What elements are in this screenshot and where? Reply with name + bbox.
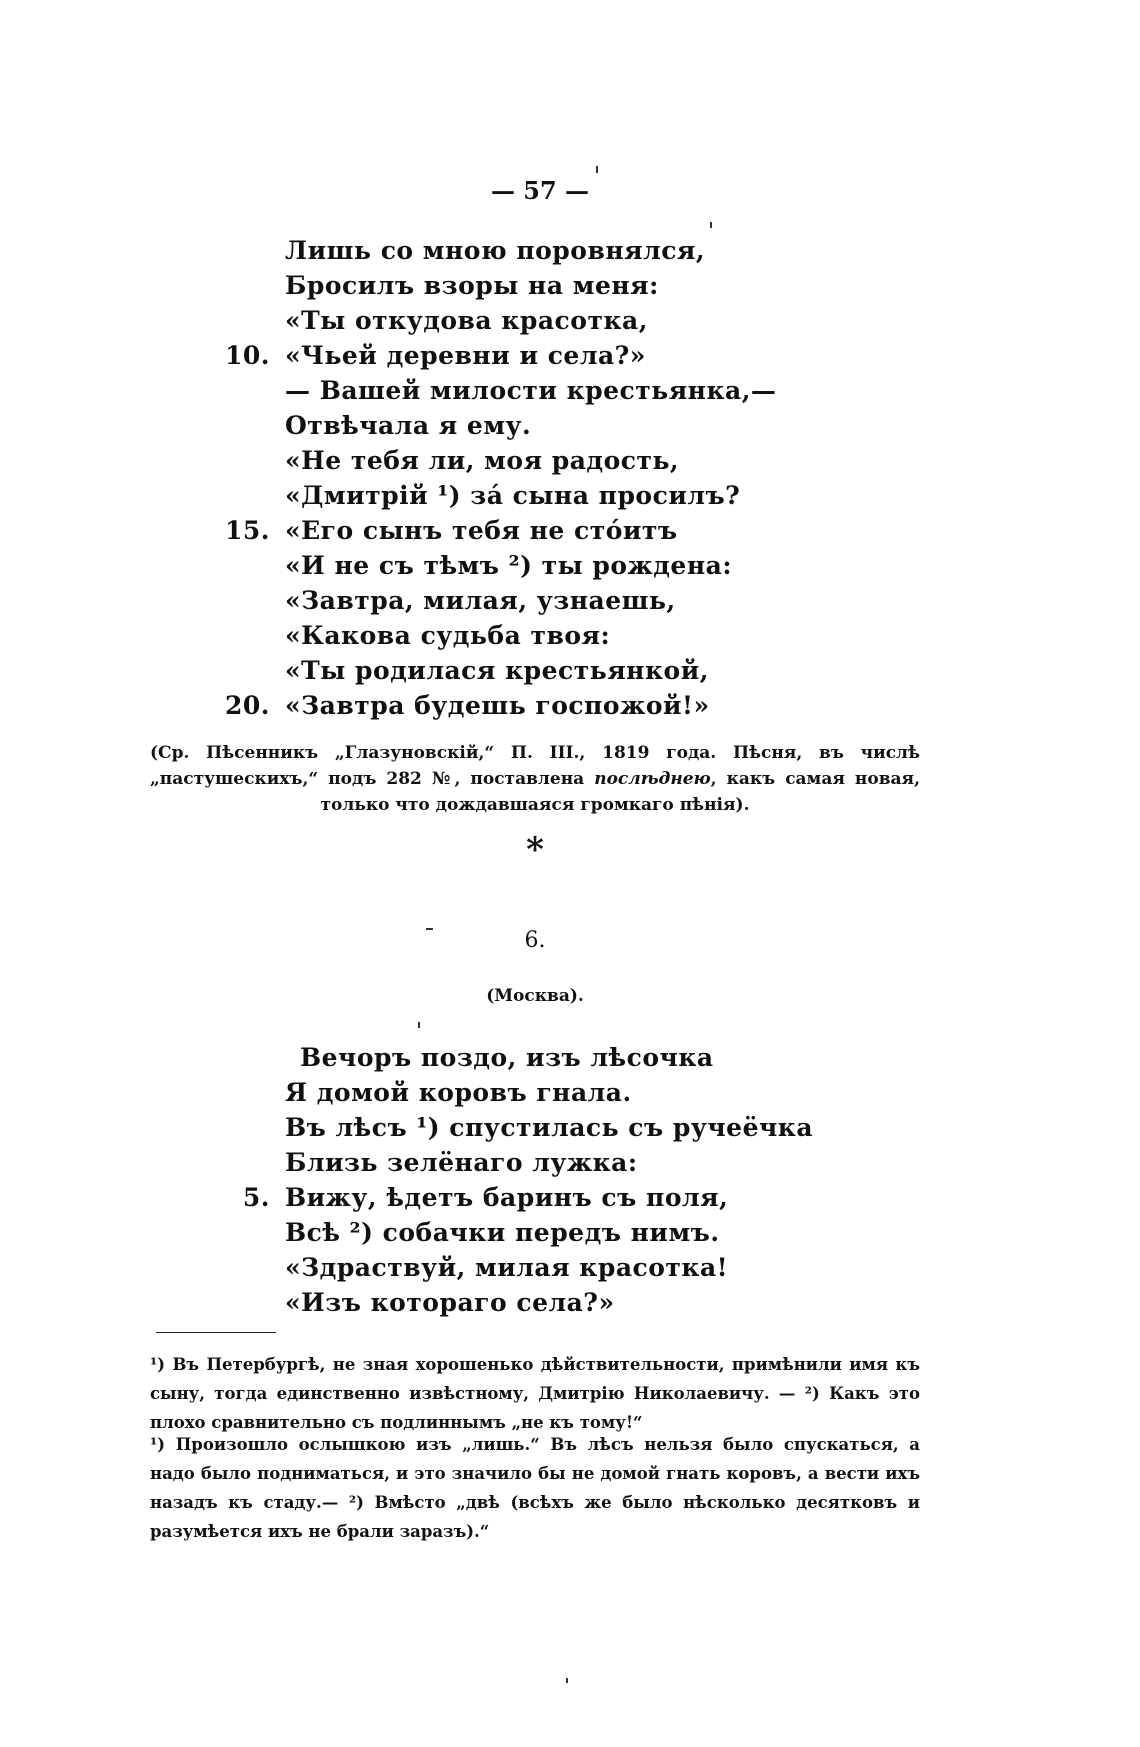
scan-speck [710,222,712,228]
line-text: Въ лѣсъ ¹) спустилась съ ручеёчка [285,1113,814,1142]
verse-line [0,236,1140,270]
verse-line [0,656,1140,690]
verse-line [0,1078,1140,1112]
line-text: Отвѣчала я ему. [285,411,532,440]
line-text: «Не тебя ли, моя радость, [285,446,680,475]
verse-line [0,271,1140,305]
verse-line [0,516,1140,550]
page-number: — 57 — [490,176,590,205]
verse-line [0,481,1140,515]
line-text: «Дмитрій ¹) зá сына просилъ? [285,481,741,510]
line-text: — Вашей милости крестьянка,— [285,376,777,405]
source-note-emphasis: послѣднею [594,769,711,789]
scan-speck [426,928,433,930]
line-text: «Его сынъ тебя не стóитъ [285,516,678,545]
line-text: Я домой коровъ гнала. [285,1078,632,1107]
line-text: Вечоръ поздо, изъ лѣсочка [300,1043,714,1072]
line-number: 20. [225,691,270,720]
footnote-1 [150,1350,920,1437]
line-text: «Ты родилася крестьянкой, [285,656,709,685]
verse-line [0,411,1140,445]
source-note [150,740,920,818]
verse-line [0,1043,1140,1077]
verse-line [0,1288,1140,1322]
line-text: «Изъ котораго села?» [285,1288,615,1317]
footnote-text: Произошло ослышкою изъ „лишь.“ Въ лѣсъ нельзя было спускаться, а надо было подниматься, и это значило бы не домой гнать коровъ, а вести ихъ назадъ къ стаду.— ²) Вмѣсто „двѣ (всѣхъ же было нѣсколько десятковъ и разумѣется ихъ не брали заразъ).“ [150,1435,920,1541]
line-text: «Завтра будешь госпожой!» [285,691,710,720]
verse-line [0,341,1140,375]
scan-speck [566,1678,568,1683]
verse-line [0,1113,1140,1147]
line-number: 10. [225,341,270,370]
line-text: «Здраствуй, милая красотка! [285,1253,729,1282]
footnote-divider [156,1332,276,1333]
scan-speck [596,166,598,173]
line-number: 5. [242,1183,270,1212]
line-text: «Чьей деревни и села?» [285,341,646,370]
line-text: Бросилъ взоры на меня: [285,271,659,300]
song-place: (Москва). [486,986,584,1006]
verse-line [0,446,1140,480]
footnote-2 [150,1430,920,1546]
footnote-text: Въ Петербургѣ, не зная хорошенько дѣйствительности, примѣнили имя къ сыну, тогда единственно извѣстному, Дмитрію Николаевичу. — ²) Какъ это плохо сравнительно съ подлиннымъ „не къ тому!“ [150,1355,921,1432]
verse-line [0,621,1140,655]
source-note-text-end: , какъ самая новая, только что дождавшаяся громкаго пѣнія). [320,769,921,815]
scan-speck [418,1022,420,1028]
line-text: Всѣ ²) собачки передъ нимъ. [285,1218,720,1247]
verse-line [0,586,1140,620]
section-divider-asterisk: * [526,830,544,870]
verse-line [0,1218,1140,1252]
verse-line [0,551,1140,585]
line-text: «Завтра, милая, узнаешь, [285,586,676,615]
verse-line [0,306,1140,340]
verse-line [0,1253,1140,1287]
line-text: «И не съ тѣмъ ²) ты рождена: [285,551,733,580]
verse-line [0,376,1140,410]
footnote-mark: ¹) [150,1435,166,1454]
line-text: «Ты откудова красотка, [285,306,648,335]
verse-line [0,1183,1140,1217]
line-text: Вижу, ѣдетъ баринъ съ поля, [285,1183,729,1212]
line-text: «Какова судьба твоя: [285,621,611,650]
verse-line [0,1148,1140,1182]
line-number: 15. [225,516,270,545]
line-text: Лишь со мною поровнялся, [285,236,706,265]
verse-line [0,691,1140,725]
line-text: Близь зелёнаго лужка: [285,1148,638,1177]
source-note-text: (Ср. Пѣсенникъ „Глазуновскій,“ П. III., 1819 года. Пѣсня, въ числѣ „пастушескихъ,“ подъ 282 №, поставлена [150,743,920,789]
song-number: 6. [524,928,546,953]
footnote-mark: ¹) [150,1355,166,1374]
